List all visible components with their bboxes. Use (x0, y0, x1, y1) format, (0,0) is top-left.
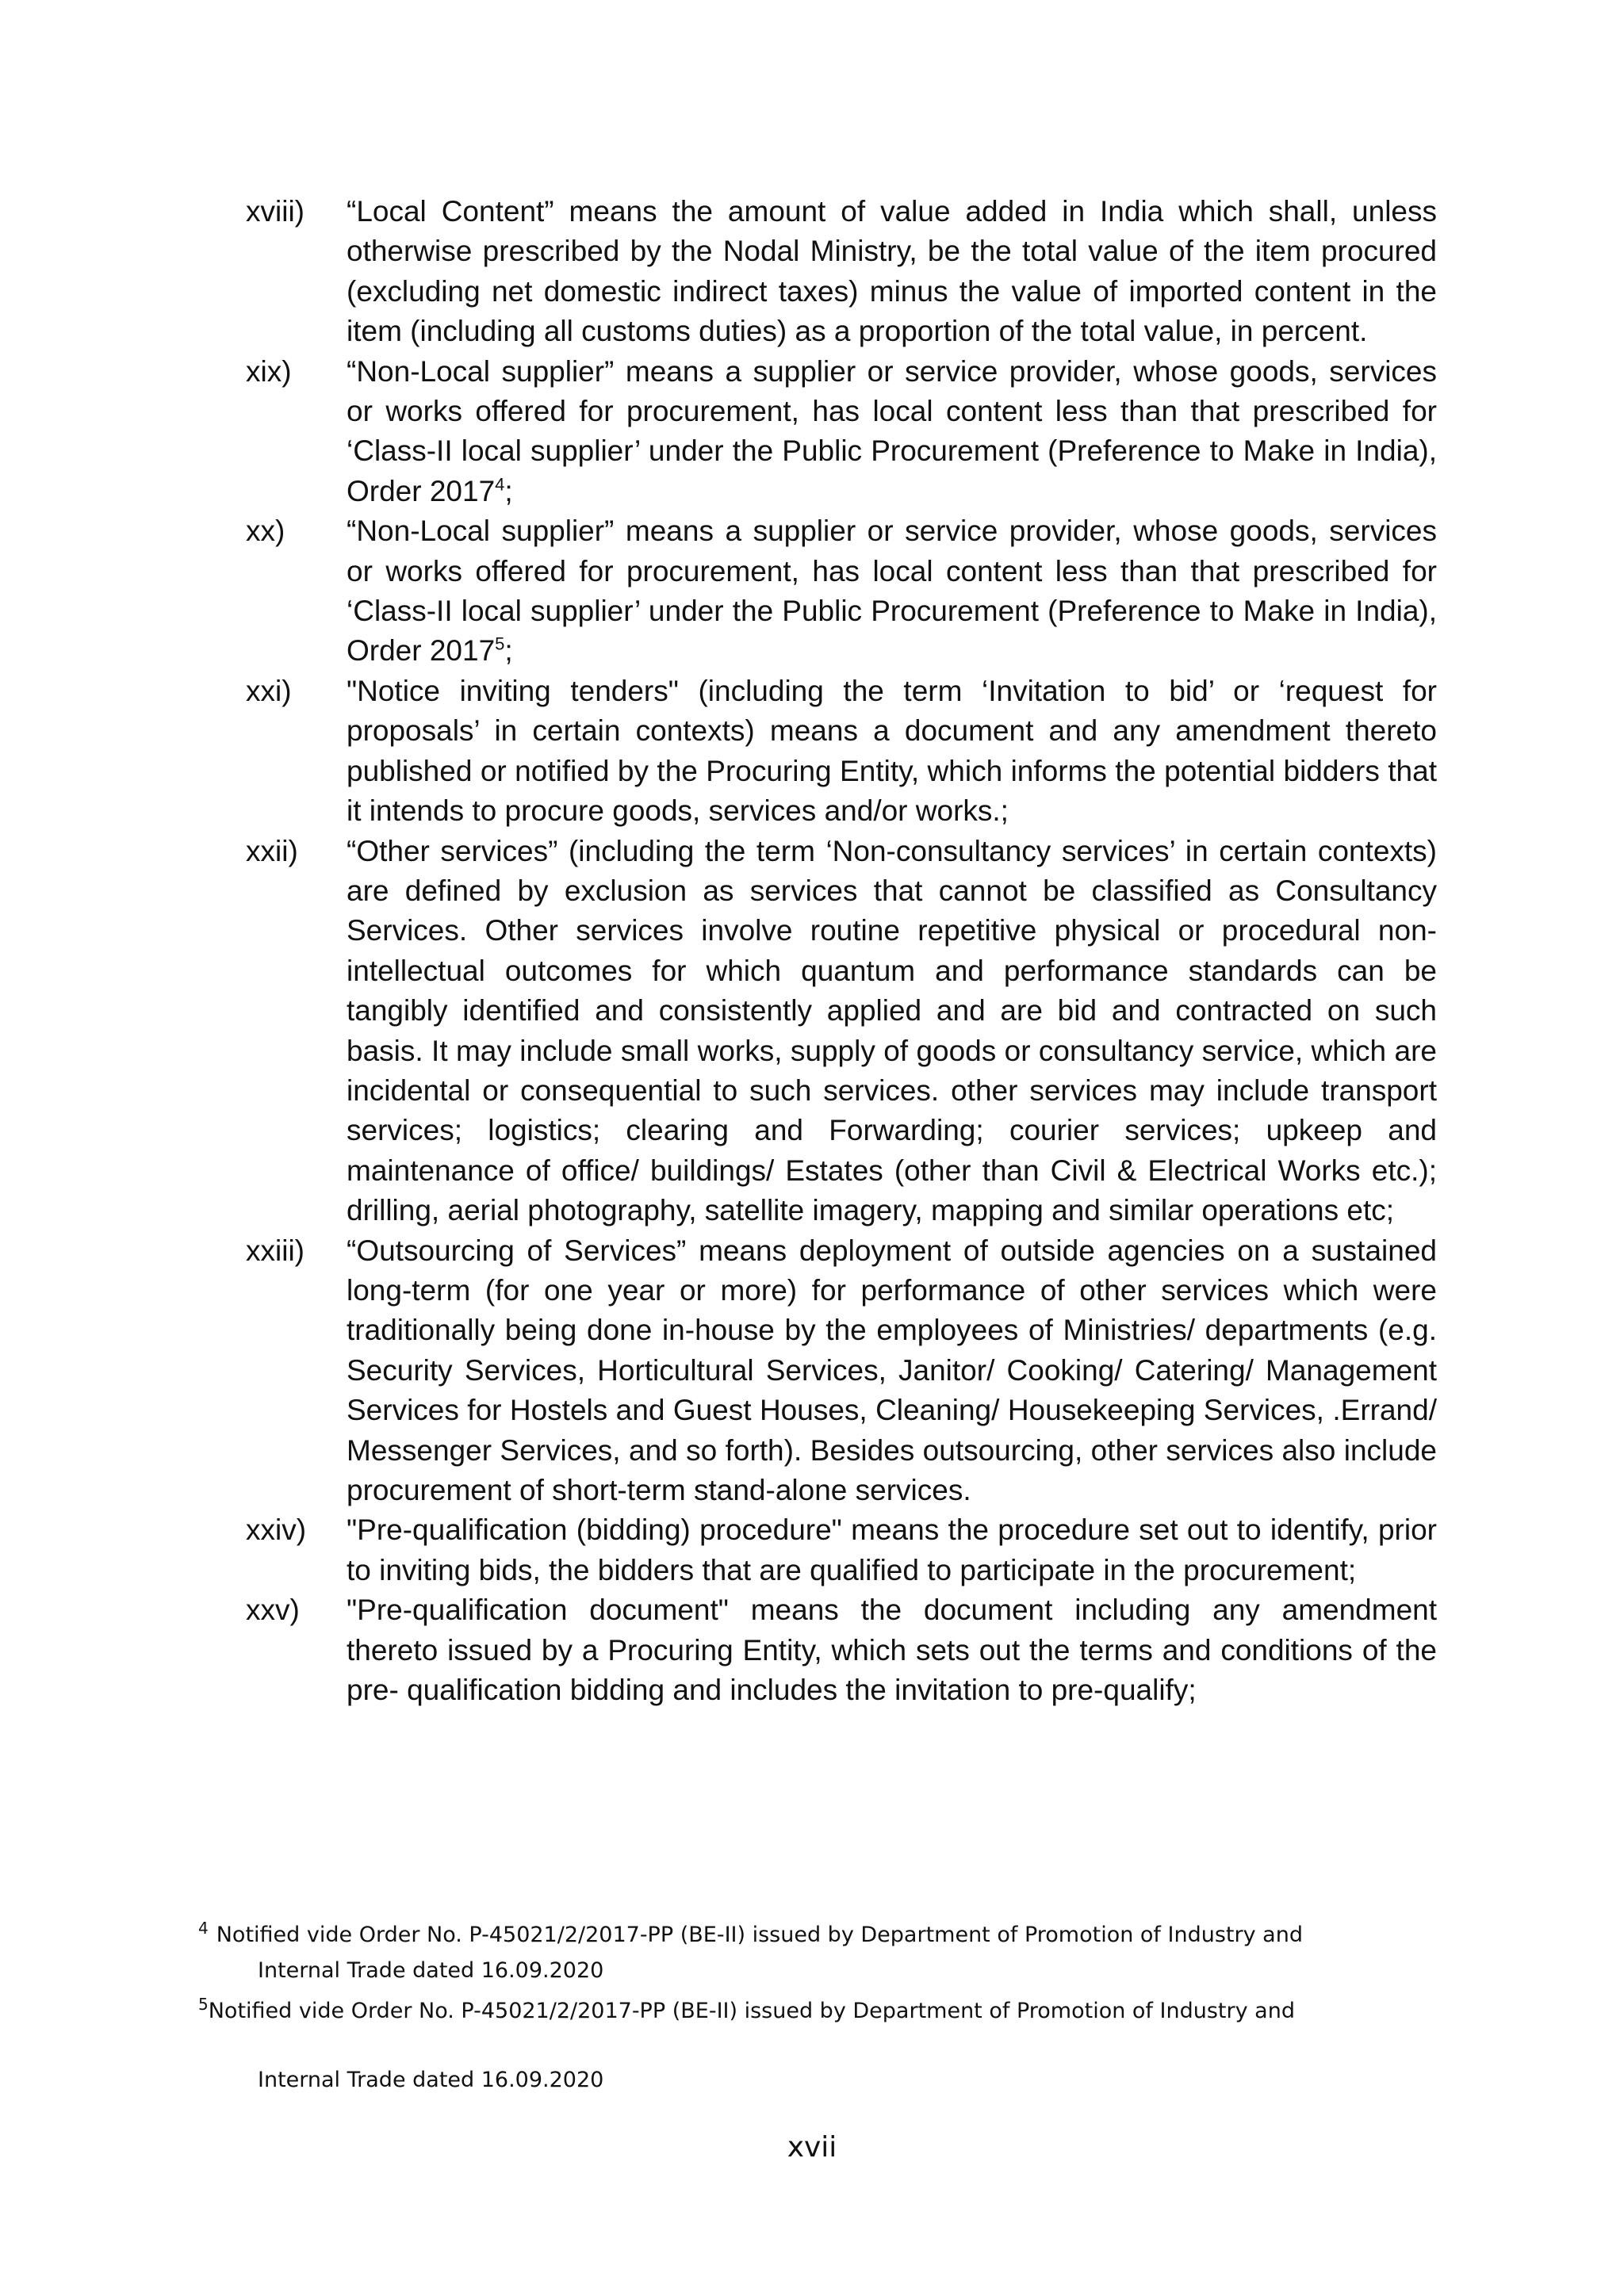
definition-text (347, 352, 1437, 512)
footnote-text: Notified vide Order No. P-45021/2/2017-PP (BE-II) issued by Department of Promotion of Industry and (208, 1999, 1295, 2023)
page-number: xvii (787, 2131, 837, 2164)
definition-body: “Other services” (including the term ‘Non-consultancy services’ in certain contexts) are defined by exclusion as services that cannot be classified as Consultancy Services. Other services involve routine repetitive physical or procedural non-intellectual outcomes for which quantum and performance standards can be tangibly identified and consistently applied and are bid and contracted on such basis. It may include small works, supply of goods or consultancy service, which are incidental or consequential to such services. other services may include transport services; logistics; clearing and Forwarding; courier services; upkeep and maintenance of office/ buildings/ Estates (other than Civil & Electrical Works etc.); drilling, aerial photography, satellite imagery, mapping and similar operations etc; (347, 834, 1437, 1227)
definition-text (347, 672, 1437, 832)
footnote-line-continued: Internal Trade dated 16.09.2020 (258, 2068, 604, 2092)
definition-text (347, 832, 1437, 1231)
definitions-list (246, 192, 1437, 1710)
definition-item (246, 511, 1437, 672)
definition-body: "Notice inviting tenders" (including the term ‘Invitation to bid’ or ‘request for proposals’ in certain contexts) means a document and any amendment thereto published or notified by the Procuring Entity, which informs the potential bidders that it intends to procure goods, services and/or works.; (347, 674, 1437, 828)
definition-number: xxii) (246, 834, 298, 867)
definition-text (347, 1510, 1437, 1590)
definition-number: xviii) (246, 195, 304, 228)
definition-body: "Pre-qualification (bidding) procedure" means the procedure set out to identify, prior to inviting bids, the bidders that are qualified to participate in the procurement; (347, 1513, 1437, 1586)
definition-item (246, 352, 1437, 512)
footnote-text: Notified vide Order No. P-45021/2/2017-PP (BE-II) issued by Department of Promotion of Industry and (216, 1923, 1303, 1947)
definition-item (246, 1231, 1437, 1511)
definition-number: xxiii) (246, 1234, 304, 1267)
definition-body: “Outsourcing of Services” means deployment of outside agencies on a sustained long-term (for one year or more) for performance of other services which were traditionally being done in-house by the employees of Ministries/ departments (e.g. Security Services, Horticultural Services, Janitor/ Cooking/ Catering/ Management Services for Hostels and Guest Houses, Cleaning/ Housekeeping Services, .Errand/ Messenger Services, and so forth). Besides outsourcing, other services also include procurement of short-term stand-alone services. (347, 1234, 1437, 1506)
footnote-5 (198, 1993, 1437, 2098)
footnote-line (198, 1993, 1437, 2029)
definition-tail: ; (504, 634, 513, 668)
definition-number: xxv) (246, 1594, 300, 1627)
definition-number: xxi) (246, 674, 292, 707)
definition-number: xxiv) (246, 1513, 307, 1547)
footnote-line-continued: Internal Trade dated 16.09.2020 (258, 1958, 604, 1983)
definition-text (347, 192, 1437, 352)
definition-body: “Non-Local supplier” means a supplier or service provider, whose goods, services or works offered for procurement, has local content less than that prescribed for ‘Class-II local supplier’ under the Public Procurement (Preference to Make in India), Order 2017 (347, 515, 1437, 668)
footnote-reference[interactable]: 4 (495, 474, 505, 495)
footnote-mark: 5 (198, 1995, 209, 2014)
definition-body: "Pre-qualification document" means the document including any amendment thereto issued by a Procuring Entity, which sets out the terms and conditions of the pre- qualification bidding and includes the invitation to pre-qualify; (347, 1594, 1437, 1707)
footnote-line (198, 1917, 1437, 1953)
definition-number: xix) (246, 354, 292, 388)
definition-text (347, 511, 1437, 672)
definition-item (246, 1510, 1437, 1590)
definition-item (246, 832, 1437, 1231)
definition-item (246, 672, 1437, 832)
definition-body: “Local Content” means the amount of value added in India which shall, unless otherwise prescribed by the Nodal Ministry, be the total value of the item procured (excluding net domestic indirect taxes) minus the value of imported content in the item (including all customs duties) as a proportion of the total value, in percent. (347, 195, 1437, 348)
footnote-reference[interactable]: 5 (495, 634, 505, 655)
footnote-mark: 4 (198, 1919, 209, 1938)
definition-item (246, 1590, 1437, 1710)
definition-body: “Non-Local supplier” means a supplier or service provider, whose goods, services or works offered for procurement, has local content less than that prescribed for ‘Class-II local supplier’ under the Public Procurement (Preference to Make in India), Order 2017 (347, 354, 1437, 507)
definition-text (347, 1590, 1437, 1710)
definition-number: xx) (246, 515, 285, 548)
definition-text (347, 1231, 1437, 1511)
definition-item (246, 192, 1437, 352)
footnote-4 (198, 1917, 1437, 1988)
footnotes (198, 1917, 1437, 2098)
definition-tail: ; (504, 474, 513, 507)
